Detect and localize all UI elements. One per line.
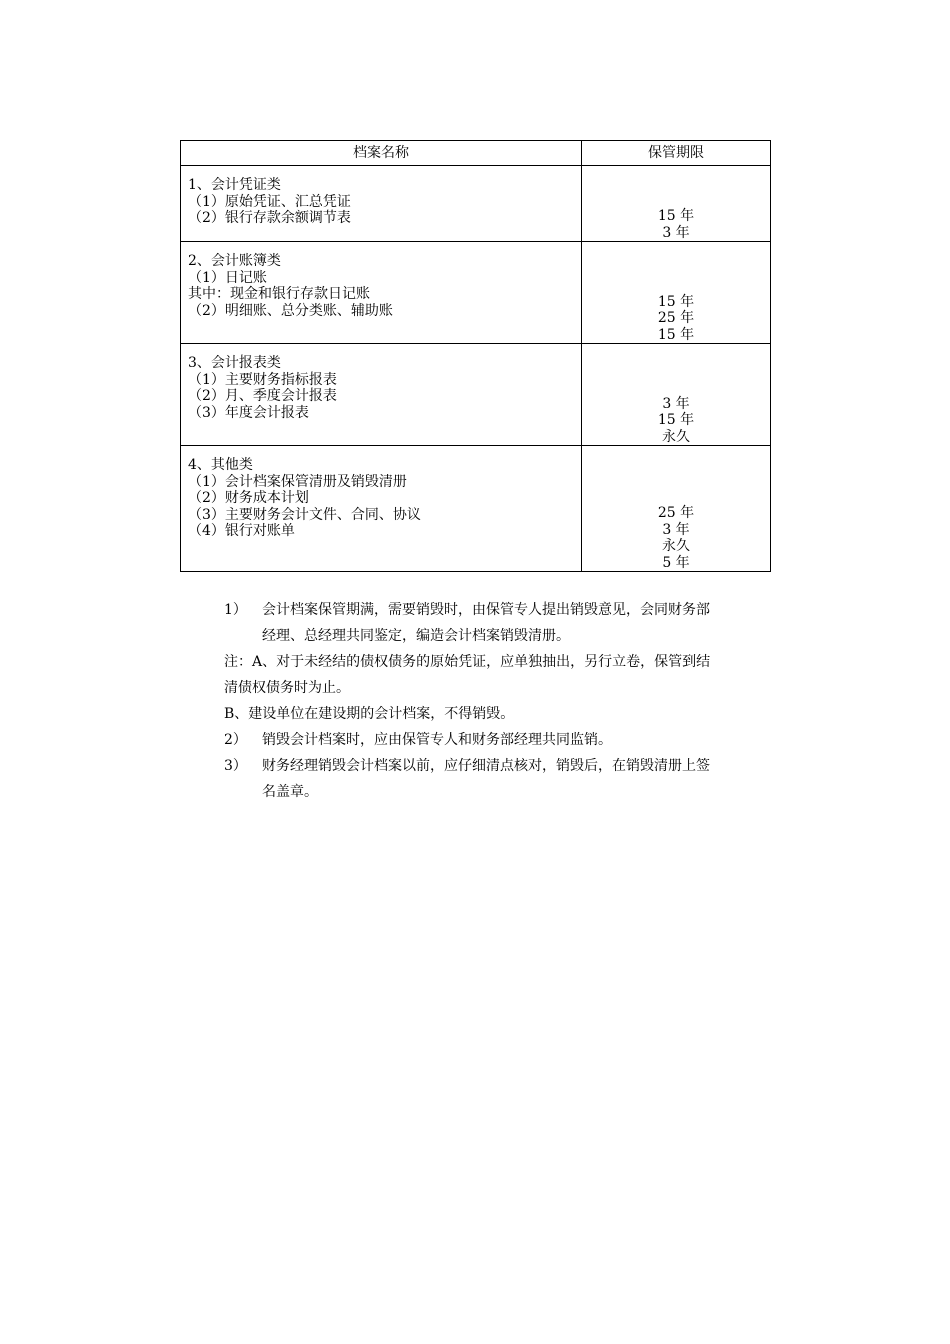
retention-term: 25 年 <box>657 505 695 521</box>
archive-item: （2）财务成本计划 <box>188 490 309 506</box>
retention-term: 25 年 <box>657 310 695 326</box>
note-text: 注：A、对于未经结的债权债务的原始凭证，应单独抽出，另行立卷，保管到结 <box>224 654 711 670</box>
archive-retention-table <box>180 140 771 572</box>
category-title: 3、会计报表类 <box>188 355 281 371</box>
archive-name-cell <box>181 446 582 572</box>
archive-item: （1）主要财务指标报表 <box>188 371 337 388</box>
archive-item: （3）主要财务会计文件、合同、协议 <box>188 506 421 523</box>
table-header-row <box>181 141 771 166</box>
header-archive-name: 档案名称 <box>181 141 582 166</box>
note-a <box>224 649 809 701</box>
retention-term: 15 年 <box>657 326 695 343</box>
retention-term: 3 年 <box>662 521 690 538</box>
archive-name-cell <box>181 166 582 242</box>
retention-term: 3 年 <box>662 395 690 412</box>
retention-term: 永久 <box>662 538 690 554</box>
note-text: 会计档案保管期满，需要销毁时，由保管专人提出销毁意见，会同财务部 <box>262 602 710 618</box>
table-row <box>181 344 771 446</box>
archive-item: （1）原始凭证、汇总凭证 <box>188 193 351 210</box>
destruction-notes <box>224 597 809 805</box>
note-text: 销毁会计档案时，应由保管专人和财务部经理共同监销。 <box>262 732 612 748</box>
category-title: 4、其他类 <box>188 457 253 473</box>
category-title: 2、会计账簿类 <box>188 253 281 269</box>
archive-item: （2）月、季度会计报表 <box>188 388 337 404</box>
note-text: 财务经理销毁会计档案以前，应仔细清点核对，销毁后，在销毁清册上签 <box>262 758 710 774</box>
retention-term: 15 年 <box>657 208 695 224</box>
retention-term: 15 年 <box>657 293 695 310</box>
archive-item: （4）银行对账单 <box>188 523 295 539</box>
retention-term-cell <box>582 344 771 446</box>
archive-name-cell <box>181 242 582 344</box>
note-text: 清债权债务时为止。 <box>224 680 350 696</box>
table-row <box>181 166 771 242</box>
note-text: 经理、总经理共同鉴定，编造会计档案销毁清册。 <box>262 628 570 644</box>
note-number: 3） <box>224 758 247 774</box>
archive-item: 其中：现金和银行存款日记账 <box>188 286 370 302</box>
retention-term-cell <box>582 446 771 572</box>
note-b: B、建设单位在建设期的会计档案，不得销毁。 <box>224 706 515 722</box>
archive-item: （1）会计档案保管清册及销毁清册 <box>188 473 407 490</box>
note-number: 1） <box>224 602 247 618</box>
archive-item: （2）银行存款余额调节表 <box>188 210 351 226</box>
note-item-2 <box>224 727 809 753</box>
retention-term-cell <box>582 242 771 344</box>
note-item-1 <box>224 597 809 649</box>
retention-term-cell <box>582 166 771 242</box>
retention-term: 5 年 <box>662 554 690 571</box>
category-title: 1、会计凭证类 <box>188 177 281 193</box>
note-number: 2） <box>224 732 247 748</box>
header-retention-period: 保管期限 <box>582 141 771 166</box>
archive-item: （2）明细账、总分类账、辅助账 <box>188 302 393 319</box>
note-text: 名盖章。 <box>262 784 318 800</box>
retention-term: 15 年 <box>657 412 695 428</box>
archive-item: （3）年度会计报表 <box>188 404 309 421</box>
retention-term: 3 年 <box>662 224 690 241</box>
table-row <box>181 446 771 572</box>
archive-name-cell <box>181 344 582 446</box>
note-item-3 <box>224 753 809 805</box>
retention-term: 永久 <box>662 428 690 445</box>
archive-item: （1）日记账 <box>188 269 267 286</box>
table-row <box>181 242 771 344</box>
